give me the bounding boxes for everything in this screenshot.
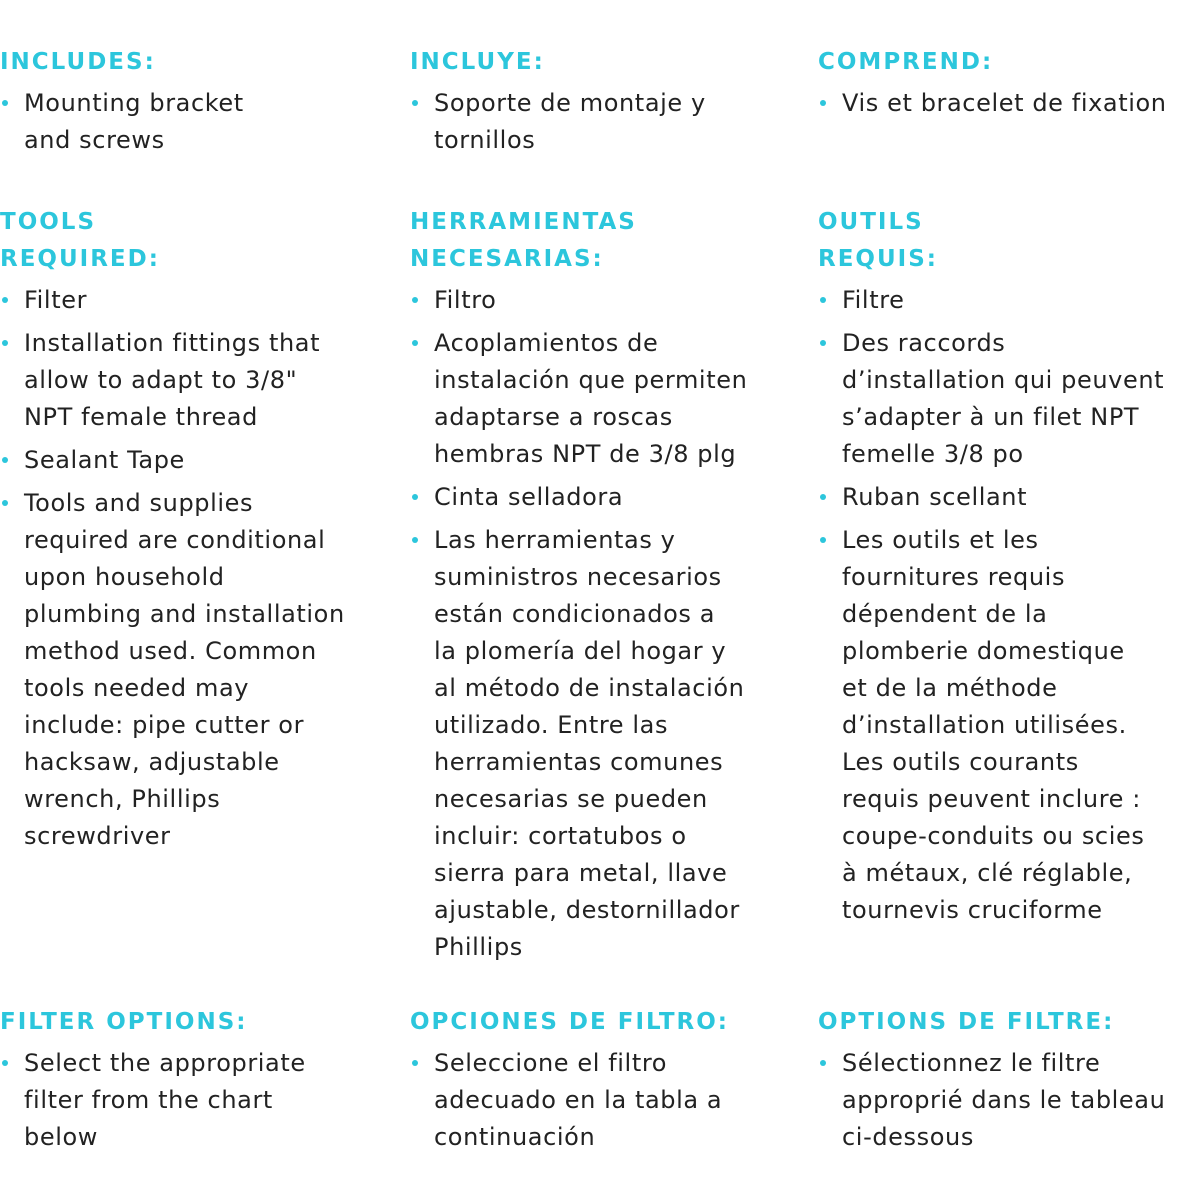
- includes-section-fr: [818, 44, 1200, 128]
- bullet-icon: [412, 297, 418, 303]
- list-item: Filter: [0, 282, 395, 319]
- filter-options-heading-es: OPCIONES DE FILTRO:: [410, 1009, 730, 1035]
- filter-options-list-en: [0, 1045, 395, 1156]
- bullet-icon: [2, 340, 8, 346]
- filter-options-section-en: [0, 1004, 395, 1162]
- filter-options-list-fr: [818, 1045, 1200, 1156]
- tools-section-en: [0, 204, 395, 861]
- includes-heading-fr: COMPREND:: [818, 49, 994, 75]
- bullet-icon: [2, 500, 8, 506]
- bullet-icon: [820, 537, 826, 543]
- bullet-icon: [2, 297, 8, 303]
- includes-heading-en: INCLUDES:: [0, 49, 156, 75]
- bullet-icon: [2, 100, 8, 106]
- bullet-icon: [820, 340, 826, 346]
- list-item: Filtro: [410, 282, 805, 319]
- list-item: Des raccords d’installation qui peuvent s’adapter à un filet NPT femelle 3/8 po: [818, 325, 1200, 473]
- list-item: Las herramientas y suministros necesarios están condicionados a la plomería del hogar y al método de instalación utilizado. Entre las herramientas comunes necesarias se pueden incluir: cortatubos o sierra para metal, llave ajustable, destornillador Phillips: [410, 522, 805, 966]
- tools-section-fr: [818, 204, 1200, 935]
- tools-section-es: [410, 204, 805, 972]
- filter-options-heading-en: FILTER OPTIONS:: [0, 1009, 248, 1035]
- tools-list-es: [410, 282, 805, 966]
- includes-section-es: [410, 44, 805, 165]
- list-item: Mounting bracket and screws: [0, 85, 395, 159]
- list-item: Sealant Tape: [0, 442, 395, 479]
- bullet-icon: [820, 494, 826, 500]
- bullet-icon: [412, 537, 418, 543]
- tools-heading-en: TOOLS REQUIRED:: [0, 209, 160, 272]
- bullet-icon: [412, 100, 418, 106]
- list-item: Seleccione el filtro adecuado en la tabla a continuación: [410, 1045, 805, 1156]
- tools-list-en: [0, 282, 395, 855]
- list-item: Acoplamientos de instalación que permiten adaptarse a roscas hembras NPT de 3/8 plg: [410, 325, 805, 473]
- bullet-icon: [412, 1060, 418, 1066]
- includes-section-en: [0, 44, 395, 165]
- list-item: Ruban scellant: [818, 479, 1200, 516]
- filter-options-section-es: [410, 1004, 805, 1162]
- tools-heading-fr: OUTILS REQUIS:: [818, 209, 938, 272]
- bullet-icon: [2, 457, 8, 463]
- list-item: Filtre: [818, 282, 1200, 319]
- includes-list-en: [0, 85, 395, 159]
- bullet-icon: [820, 297, 826, 303]
- list-item: Les outils et les fournitures requis dépendent de la plomberie domestique et de la méthode d’installation utilisées. Les outils courants requis peuvent inclure : coupe-conduits ou scies à métaux, clé réglable, tournevis cruciforme: [818, 522, 1200, 929]
- includes-list-fr: [818, 85, 1200, 122]
- bullet-icon: [412, 340, 418, 346]
- tools-list-fr: [818, 282, 1200, 929]
- bullet-icon: [412, 494, 418, 500]
- list-item: Cinta selladora: [410, 479, 805, 516]
- filter-options-heading-fr: OPTIONS DE FILTRE:: [818, 1009, 1115, 1035]
- list-item: Installation fittings that allow to adapt to 3/8" NPT female thread: [0, 325, 395, 436]
- list-item: Select the appropriate filter from the chart below: [0, 1045, 395, 1156]
- bullet-icon: [820, 100, 826, 106]
- list-item: Vis et bracelet de fixation: [818, 85, 1200, 122]
- list-item: Soporte de montaje y tornillos: [410, 85, 805, 159]
- includes-list-es: [410, 85, 805, 159]
- tools-heading-es: HERRAMIENTAS NECESARIAS:: [410, 209, 637, 272]
- filter-options-section-fr: [818, 1004, 1200, 1162]
- bullet-icon: [2, 1060, 8, 1066]
- list-item: Sélectionnez le filtre approprié dans le tableau ci-dessous: [818, 1045, 1200, 1156]
- list-item: Tools and supplies required are conditional upon household plumbing and installation method used. Common tools needed may include: pipe cutter or hacksaw, adjustable wrench, Phillips screwdriver: [0, 485, 395, 855]
- includes-heading-es: INCLUYE:: [410, 49, 545, 75]
- filter-options-list-es: [410, 1045, 805, 1156]
- bullet-icon: [820, 1060, 826, 1066]
